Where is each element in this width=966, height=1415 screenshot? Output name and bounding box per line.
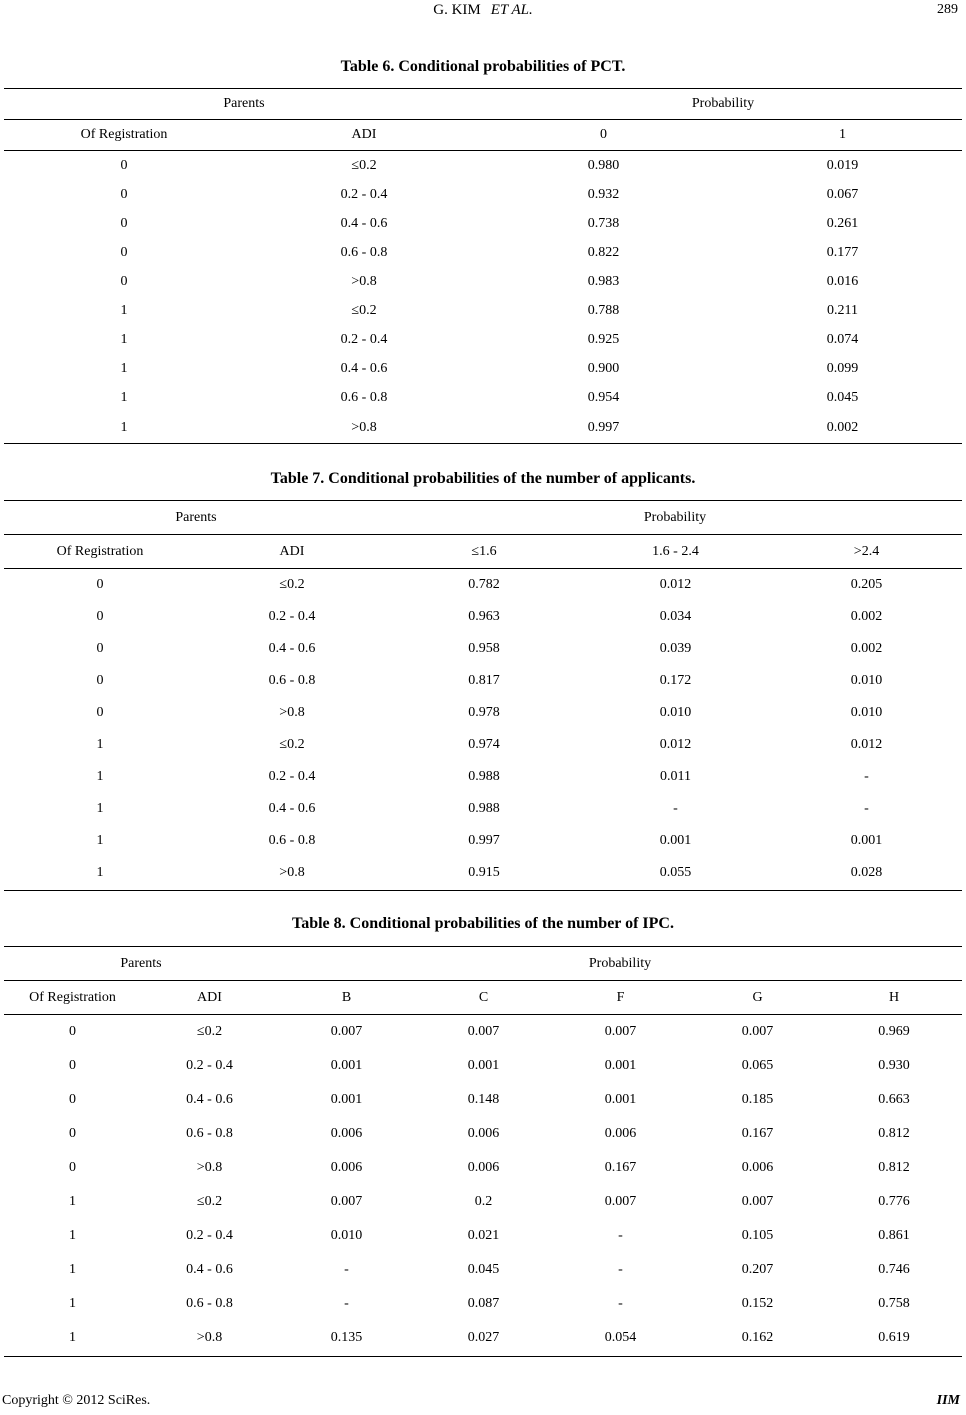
table-row: [4, 1151, 962, 1185]
table-row: [4, 151, 962, 181]
table-cell: 1: [4, 1321, 141, 1357]
table-cell: 0.045: [826, 390, 859, 405]
table-row: [4, 1321, 962, 1357]
table-cell: 0.001: [604, 1057, 637, 1073]
table-cell: 0.021: [467, 1227, 500, 1243]
table-cell: 0.001: [604, 1091, 637, 1107]
table-cell: 0.007: [467, 1023, 500, 1039]
table-cell: -: [344, 1261, 349, 1277]
table-cell: 0.958: [468, 640, 500, 656]
table-cell: 0.006: [604, 1125, 637, 1141]
table-cell: 0: [120, 216, 128, 231]
table-cell: 0.006: [330, 1125, 363, 1141]
copyright-text: Copyright © 2012 SciRes.: [2, 1393, 151, 1408]
column-header: H: [826, 981, 962, 1015]
table-cell: -: [864, 800, 869, 816]
table-row: [4, 384, 962, 413]
table-8-caption: Table 8. Conditional probabilities of the number of IPC.: [292, 915, 674, 932]
table-cell: 0.925: [587, 332, 620, 347]
table-cell: 0.997: [468, 832, 500, 848]
table-cell: 0.738: [587, 216, 620, 231]
table-cell: 0.963: [468, 608, 500, 624]
table-cell: 1: [69, 1295, 76, 1311]
table-cell: 0.776: [878, 1193, 910, 1209]
table-cell: -: [864, 768, 869, 784]
table-cell: 0.978: [468, 704, 500, 720]
table-cell: 0.915: [388, 857, 580, 891]
column-header: 1.6 - 2.4: [580, 535, 771, 569]
column-header: ADI: [244, 120, 484, 151]
table-cell: 0.6 - 0.8: [186, 1125, 233, 1141]
table-cell: 0.045: [467, 1261, 500, 1277]
table-cell: 0.211: [827, 303, 858, 318]
table-cell: 0.001: [330, 1057, 363, 1073]
table-cell: 0.152: [741, 1295, 774, 1311]
table-cell: 0.997: [484, 413, 723, 444]
table-cell: 1: [120, 303, 128, 318]
table-cell: 0.6 - 0.8: [340, 245, 388, 260]
table-8-block: [0, 913, 966, 1357]
table-row: [4, 355, 962, 384]
table-cell: 0.663: [878, 1091, 910, 1107]
table-6-group-row: [4, 89, 962, 120]
table-row: [4, 601, 962, 633]
table-cell: 0.065: [741, 1057, 774, 1073]
table-cell: 0.135: [278, 1321, 415, 1357]
table-cell: 0.027: [415, 1321, 552, 1357]
table-cell: 0.016: [826, 274, 859, 289]
table-7-caption: Table 7. Conditional probabilities of the number of applicants.: [270, 470, 696, 487]
table-cell: 0.012: [850, 736, 883, 752]
table-7: [4, 500, 962, 891]
table-cell: 0.782: [468, 576, 500, 592]
table-cell: 0.001: [659, 832, 692, 848]
table-cell: 0.148: [467, 1091, 500, 1107]
column-header: ≤1.6: [388, 535, 580, 569]
column-header: Of Registration: [4, 981, 141, 1015]
table-cell: 0.006: [467, 1159, 500, 1175]
table-cell: 0.162: [689, 1321, 826, 1357]
table-8-column-header-row: [4, 981, 962, 1015]
table-cell: 0: [96, 576, 104, 592]
header-author: G. KIM: [433, 2, 481, 18]
table-row: [4, 326, 962, 355]
table-row: [4, 633, 962, 665]
table-6-probability-header: Probability: [484, 89, 962, 120]
table-cell: 0.758: [878, 1295, 910, 1311]
table-cell: 0.932: [587, 187, 620, 202]
table-cell: >0.8: [141, 1321, 278, 1357]
table-cell: ≤0.2: [196, 1023, 223, 1039]
table-cell: 0.177: [826, 245, 859, 260]
table-cell: 1: [96, 832, 104, 848]
table-cell: 0.172: [659, 672, 692, 688]
table-cell: 1: [120, 390, 128, 405]
table-cell: 0.167: [604, 1159, 637, 1175]
table-cell: 0: [96, 640, 104, 656]
table-cell: 0: [96, 704, 104, 720]
table-cell: 0.619: [826, 1321, 962, 1357]
table-row: [4, 793, 962, 825]
table-cell: 0.969: [878, 1023, 910, 1039]
table-cell: 0.055: [580, 857, 771, 891]
table-cell: 0.002: [850, 640, 883, 656]
table-cell: 0.006: [467, 1125, 500, 1141]
table-row: [4, 1083, 962, 1117]
table-row: [4, 825, 962, 857]
table-cell: 0.010: [850, 672, 883, 688]
table-cell: 0.012: [659, 736, 692, 752]
table-row: [4, 697, 962, 729]
table-cell: 0.954: [587, 390, 620, 405]
table-cell: 0.007: [330, 1193, 363, 1209]
table-cell: ≤0.2: [351, 303, 377, 318]
page-footer: [0, 1393, 966, 1413]
table-row: [4, 1287, 962, 1321]
table-row: [4, 210, 962, 239]
table-cell: 0: [69, 1091, 76, 1107]
table-8-body: [4, 1015, 962, 1357]
table-7-group-row: [4, 501, 962, 535]
table-cell: 0.4 - 0.6: [268, 800, 316, 816]
table-6-body: [4, 151, 962, 444]
column-header: ADI: [141, 981, 278, 1015]
table-cell: 0: [69, 1125, 76, 1141]
table-cell: 0.007: [741, 1193, 774, 1209]
table-cell: 0.6 - 0.8: [268, 672, 316, 688]
table-8-parents-header: Parents: [4, 947, 278, 981]
table-row: [4, 665, 962, 697]
table-row: [4, 1253, 962, 1287]
table-row: [4, 761, 962, 793]
table-cell: 0.007: [604, 1023, 637, 1039]
table-row: [4, 1049, 962, 1083]
table-cell: 0.980: [587, 157, 620, 173]
table-8: [4, 946, 962, 1357]
table-cell: 0.2 - 0.4: [340, 332, 388, 347]
table-cell: 0.817: [468, 672, 500, 688]
table-cell: 0.001: [467, 1057, 500, 1073]
column-header: ADI: [196, 535, 388, 569]
table-cell: 0.2 - 0.4: [186, 1227, 233, 1243]
table-cell: 0.001: [850, 832, 883, 848]
table-cell: 1: [96, 768, 104, 784]
table-cell: 0.010: [850, 704, 883, 720]
table-cell: 0.2 - 0.4: [268, 768, 316, 784]
table-cell: ≤0.2: [351, 157, 377, 173]
page-number: 289: [937, 2, 958, 17]
table-cell: 0.039: [659, 640, 692, 656]
table-cell: 0.788: [587, 303, 620, 318]
table-row: [4, 569, 962, 601]
table-8-group-row: [4, 947, 962, 981]
table-cell: 0: [120, 274, 128, 289]
table-row: [4, 857, 962, 891]
table-cell: ≤0.2: [279, 736, 305, 752]
table-cell: 1: [69, 1193, 76, 1209]
table-cell: 0: [69, 1159, 76, 1175]
table-cell: 0.002: [850, 608, 883, 624]
table-cell: 0.002: [723, 413, 962, 444]
table-cell: 0.6 - 0.8: [340, 390, 388, 405]
table-cell: 0.4 - 0.6: [340, 216, 388, 231]
table-cell: 1: [4, 857, 196, 891]
table-cell: >0.8: [196, 1159, 223, 1175]
column-header: Of Registration: [4, 535, 196, 569]
table-row: [4, 413, 962, 444]
table-cell: -: [618, 1295, 623, 1311]
table-8-probability-header: Probability: [278, 947, 962, 981]
table-cell: 0.900: [587, 361, 620, 376]
table-6-caption: Table 6. Conditional probabilities of PCT.: [340, 58, 626, 75]
table-cell: 0: [69, 1057, 76, 1073]
table-6: [4, 88, 962, 444]
table-cell: 1: [4, 413, 244, 444]
table-cell: 0.067: [826, 187, 859, 202]
journal-abbrev: IIM: [936, 1393, 960, 1408]
table-cell: 0.2: [474, 1193, 493, 1209]
column-header: B: [278, 981, 415, 1015]
table-cell: 0.988: [468, 800, 500, 816]
table-cell: 0.028: [771, 857, 962, 891]
table-cell: 0.010: [330, 1227, 363, 1243]
table-cell: -: [618, 1227, 623, 1243]
table-cell: 0.746: [878, 1261, 910, 1277]
table-cell: -: [618, 1261, 623, 1277]
table-cell: 0.006: [330, 1159, 363, 1175]
table-cell: 0.006: [741, 1159, 774, 1175]
table-cell: 0.074: [826, 332, 859, 347]
column-header: C: [415, 981, 552, 1015]
table-cell: 0.974: [468, 736, 500, 752]
table-cell: 0.6 - 0.8: [186, 1295, 233, 1311]
table-cell: 1: [120, 361, 128, 376]
table-cell: 1: [96, 736, 104, 752]
table-cell: 0.822: [587, 245, 620, 260]
table-cell: 0.2 - 0.4: [268, 608, 316, 624]
table-cell: 0.011: [660, 768, 691, 784]
table-cell: 0.087: [467, 1295, 500, 1311]
column-header: 1: [723, 120, 962, 151]
table-cell: 0.007: [330, 1023, 363, 1039]
table-cell: 0.007: [741, 1023, 774, 1039]
table-row: [4, 1015, 962, 1049]
table-row: [4, 1219, 962, 1253]
table-cell: 0.105: [741, 1227, 774, 1243]
table-row: [4, 181, 962, 210]
table-cell: 0.167: [741, 1125, 774, 1141]
table-cell: 0: [96, 672, 104, 688]
table-cell: 0.930: [878, 1057, 910, 1073]
table-cell: 0.034: [659, 608, 692, 624]
table-cell: 0: [96, 608, 104, 624]
table-cell: 0.983: [587, 274, 620, 289]
table-cell: 0.205: [850, 576, 883, 592]
table-cell: 0.054: [552, 1321, 689, 1357]
table-cell: 0.001: [330, 1091, 363, 1107]
table-7-parents-header: Parents: [4, 501, 388, 535]
table-cell: 0.007: [604, 1193, 637, 1209]
table-cell: 0: [120, 157, 128, 173]
column-header: 0: [484, 120, 723, 151]
table-cell: 0.261: [826, 216, 859, 231]
table-cell: 0: [120, 187, 128, 202]
table-cell: -: [344, 1295, 349, 1311]
table-cell: 0.019: [826, 157, 859, 173]
table-cell: >0.8: [244, 413, 484, 444]
column-header: >2.4: [771, 535, 962, 569]
table-7-block: [0, 468, 966, 891]
table-cell: 0.4 - 0.6: [186, 1091, 233, 1107]
table-cell: >0.8: [279, 704, 305, 720]
table-cell: 0.2 - 0.4: [340, 187, 388, 202]
table-row: [4, 239, 962, 268]
table-row: [4, 297, 962, 326]
table-cell: >0.8: [196, 857, 388, 891]
column-header: F: [552, 981, 689, 1015]
table-cell: 1: [96, 800, 104, 816]
table-row: [4, 268, 962, 297]
table-6-parents-header: Parents: [4, 89, 484, 120]
table-cell: 0.099: [826, 361, 859, 376]
table-cell: 0.012: [659, 576, 692, 592]
table-cell: 0.988: [468, 768, 500, 784]
table-cell: 0.812: [878, 1159, 910, 1175]
table-cell: 0.6 - 0.8: [268, 832, 316, 848]
table-cell: ≤0.2: [279, 576, 305, 592]
table-row: [4, 1117, 962, 1151]
table-cell: 0.185: [741, 1091, 774, 1107]
table-cell: 0.861: [878, 1227, 910, 1243]
column-header: G: [689, 981, 826, 1015]
table-cell: 0.812: [878, 1125, 910, 1141]
table-cell: 1: [69, 1227, 76, 1243]
table-cell: 0.207: [741, 1261, 774, 1277]
table-cell: 0.4 - 0.6: [186, 1261, 233, 1277]
table-cell: 0.4 - 0.6: [340, 361, 388, 376]
column-header: Of Registration: [4, 120, 244, 151]
table-7-probability-header: Probability: [388, 501, 962, 535]
table-7-column-header-row: [4, 535, 962, 569]
table-row: [4, 1185, 962, 1219]
table-cell: 0: [120, 245, 128, 260]
table-cell: -: [673, 800, 678, 816]
table-cell: ≤0.2: [196, 1193, 223, 1209]
table-row: [4, 729, 962, 761]
running-header-author: [0, 2, 966, 19]
table-cell: 0.2 - 0.4: [186, 1057, 233, 1073]
table-cell: >0.8: [351, 274, 377, 289]
table-cell: 0: [69, 1023, 76, 1039]
table-cell: 0.4 - 0.6: [268, 640, 316, 656]
table-7-body: [4, 569, 962, 891]
header-etal: ET AL.: [490, 2, 533, 18]
running-header: [0, 0, 966, 30]
table-cell: 1: [69, 1261, 76, 1277]
table-6-block: [0, 56, 966, 444]
table-cell: 0.010: [659, 704, 692, 720]
table-cell: 1: [120, 332, 128, 347]
table-6-column-header-row: [4, 120, 962, 151]
